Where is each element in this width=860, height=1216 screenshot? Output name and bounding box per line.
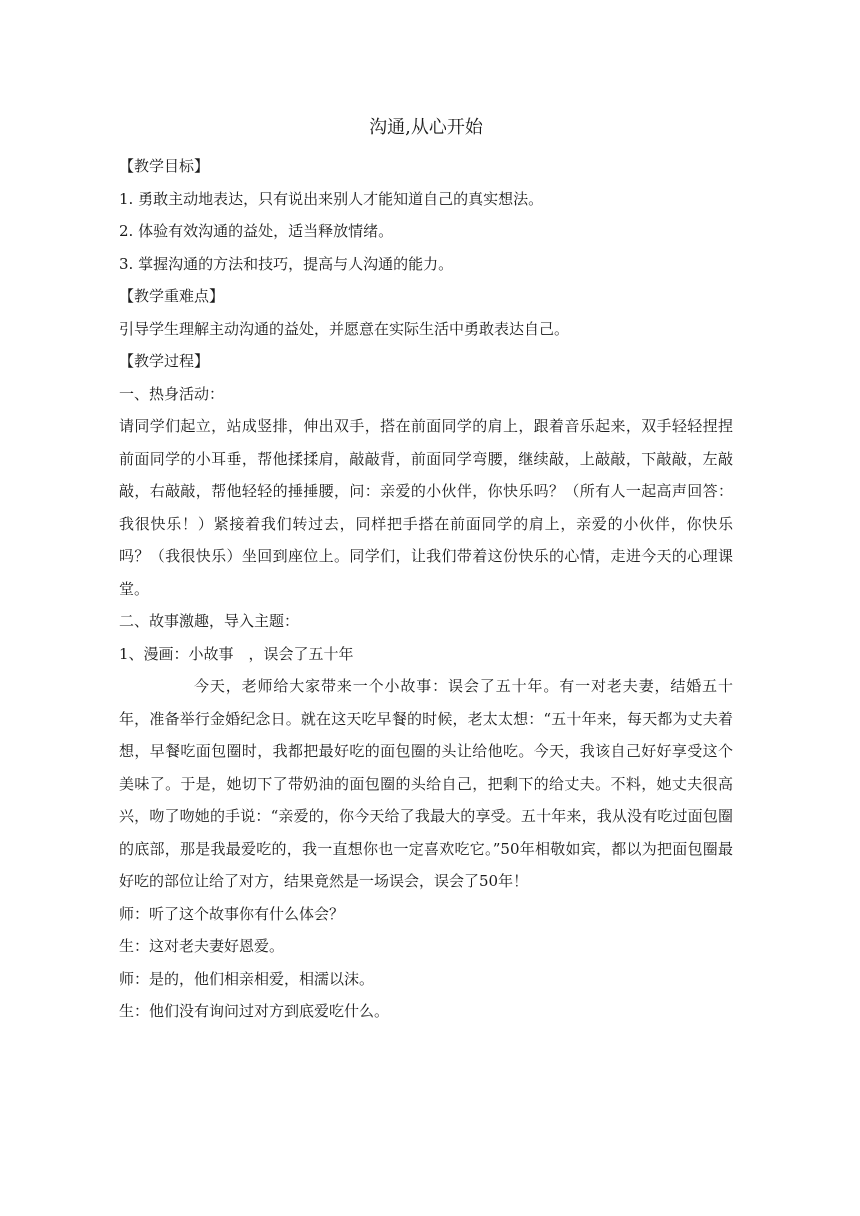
goals-heading: 【教学目标】 <box>119 157 210 175</box>
goal-item: 3. 掌握沟通的方法和技巧，提高与人沟通的能力。 <box>119 254 454 273</box>
goal-item: 1. 勇敢主动地表达，只有说出来别人才能知道自己的真实想法。 <box>119 189 544 208</box>
dialogue-line: 师：听了这个故事你有什么体会？ <box>119 904 345 923</box>
document-page <box>119 112 733 1028</box>
comic-line: 1、漫画：小故事 ，误会了五十年 <box>119 644 354 663</box>
goal-item: 2. 体验有效沟通的益处，适当释放情绪。 <box>119 222 394 240</box>
story-paragraph: 今天，老师给大家带来一个小故事：误会了五十年。有一对老夫妻，结婚五十年，准备举行金婚纪念日。就在这天吃早餐的时候，老太太想：“五十年来，每天都为丈夫着想，早餐吃面包圈时，我都把最好吃的面包圈的头让给他吃。今天，我该自己好好享受这个美味了。于是，她切下了带奶油的面包圈的头给自己，把剩下的给丈夫。不料，她丈夫很高兴，吻了吻她的手说：“亲爱的，你今天给了我最大的享受。五十年来，我从没有吃过面包圈的底部，那是我最爱吃的，我一直想你也一定喜欢吃它。”50年相敬如宾，都以为把面包圈最好吃的部位让给了对方，结果竟然是一场误会，误会了50年！ <box>119 677 733 890</box>
key-points-text: 引导学生理解主动沟通的益处，并愿意在实际生活中勇敢表达自己。 <box>119 319 570 338</box>
dialogue-line: 生：他们没有询问过对方到底爱吃什么。 <box>119 1002 390 1020</box>
dialogue-line: 生：这对老夫妻好恩爱。 <box>119 937 285 955</box>
warmup-paragraph: 请同学们起立，站成竖排，伸出双手，搭在前面同学的肩上，跟着音乐起来，双手轻轻捏捏前面同学的小耳垂，帮他揉揉肩，敲敲背，前面同学弯腰，继续敲，上敲敲，下敲敲，左敲敲，右敲敲，帮他轻轻的捶捶腰，问：亲爱的小伙伴，你快乐吗？（所有人一起高声回答：我很快乐！）紧接着我们转过去，同样把手搭在前面同学的肩上，亲爱的小伙伴，你快乐吗？（我很快乐）坐回到座位上。同学们，让我们带着这份快乐的心情，走进今天的心理课堂。 <box>119 417 733 598</box>
dialogue-line: 师：是的，他们相亲相爱，相濡以沫。 <box>119 969 375 988</box>
key-points-heading: 【教学重难点】 <box>119 287 225 305</box>
story-heading: 二、故事激趣，导入主题： <box>119 612 300 630</box>
document-title: 沟通,从心开始 <box>369 117 483 138</box>
warmup-heading: 一、热身活动： <box>119 384 225 403</box>
process-heading: 【教学过程】 <box>119 352 210 370</box>
